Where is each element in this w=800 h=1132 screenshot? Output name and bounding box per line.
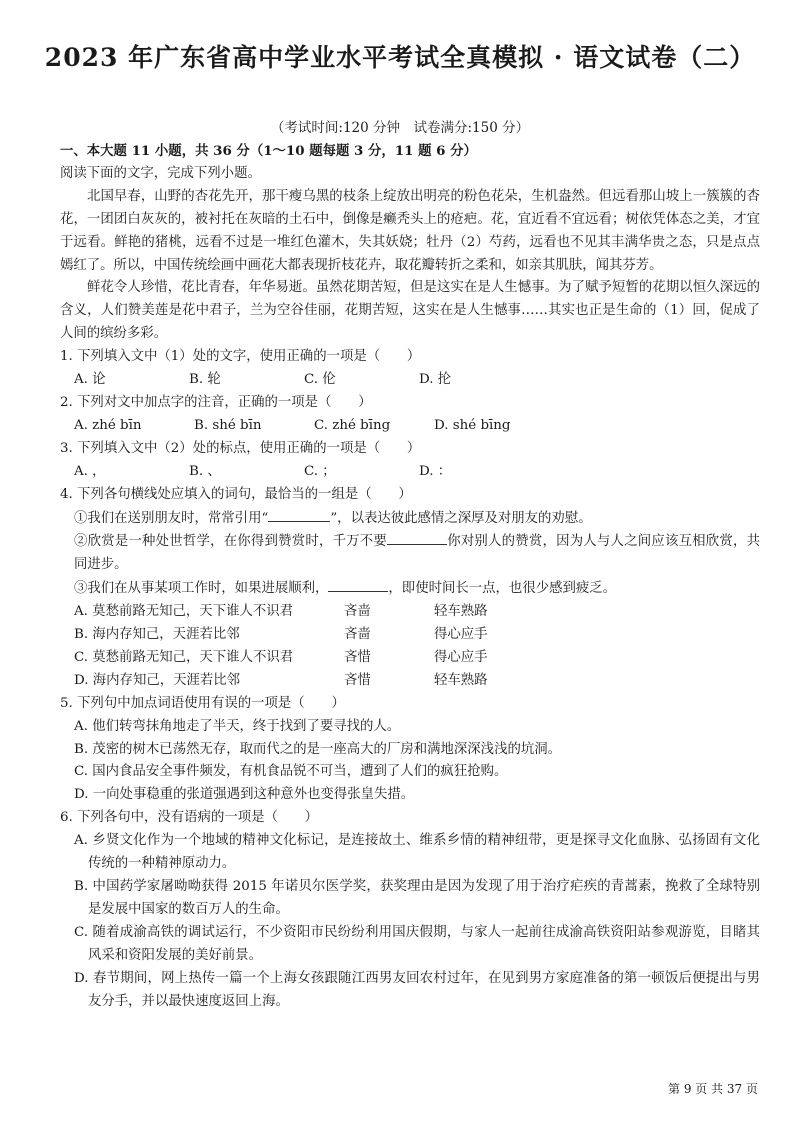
question-4-sentence-3: ③我们在从事某项工作时，如果进展顺利， ，即使时间长一点，也很少感到疲乏。 [60, 577, 760, 601]
question-5-option-a[interactable]: A. 他们转弯抹角地走了半天，终于找到了要寻找的人。 [74, 718, 401, 734]
exam-info: （考试时间:120 分钟 试卷满分:150 分） [270, 120, 530, 136]
question-6-option-c[interactable]: C. 随着成渝高铁的调试运行，不少资阳市民纷纷利用国庆假期，与家人一起前往成渝高铁资阳站参观游览，目睹其风采和资阳发展的美好前景。 [74, 924, 760, 963]
question-4-sentence-1: ①我们在送别朋友时，常常引用“ ”，以表达彼此感情之深厚及对朋友的劝慰。 [60, 507, 760, 531]
question-4-stem: 4. 下列各句横线处应填入的词句，最恰当的一组是（ ） [60, 486, 412, 502]
option[interactable]: D. ： [419, 463, 452, 479]
question-4-sentence-2: ②欣赏是一种处世哲学，在你得到赞赏时，千万不要 你对别人的赞赏，因为人与人之间应该互相欣赏，共同进步。 [60, 530, 760, 577]
page-title: 2023 年广东省高中学业水平考试全真模拟 · 语文试卷（二） [44, 43, 756, 72]
question-6-option-a[interactable]: A. 乡贤文化作为一个地域的精神文化标记，是连接故土、维系乡情的精神纽带，更是探寻文化血脉、弘扬固有文化传统的一种精神原动力。 [74, 833, 760, 872]
question-4-option-c[interactable]: C. 莫愁前路无知己，天下谁人不识君 吝惜 得心应手 [74, 649, 488, 665]
question-4-option-a[interactable]: A. 莫愁前路无知己，天下谁人不识君 吝啬 轻车熟路 [74, 604, 488, 620]
option[interactable]: C. ； [304, 463, 336, 479]
page-number: 第 9 页 共 37 页 [668, 1082, 758, 1096]
passage-paragraph-1: 北国早春，山野的杏花先开，那干瘦乌黑的枝条上绽放出明亮的粉色花朵，生机盎然。但远看那山坡上一簇簇的杏花，一团团白灰灰的，被衬托在灰暗的土石中，倒像是癞秃头上的疮疤。花，宜近看不宜远看；树依凭体态之美，才宜于远看。鲜艳的猪桃，远看不过是一堆红色灌木，失其妖娆；牡丹（2）芍药，远看也不见其丰满华贵之态，只是点点嫣红了。所以，中国传统绘画中画花大都表现折枝花卉，取花瓣转折之柔和，如亲其肌肤，闻其芬芳。 [60, 188, 760, 273]
section-heading: 一、本大题 11 小题，共 36 分（1～10 题每题 3 分，11 题 6 分） [60, 143, 477, 159]
question-6-option-b[interactable]: B. 中国药学家屠呦呦获得 2015 年诺贝尔医学奖，获奖理由是因为发现了用于治疗疟疾的青蒿素，挽救了全球特别是发展中国家的数百万人的生命。 [74, 879, 760, 917]
fill-blank[interactable] [268, 507, 330, 522]
question-5-option-b[interactable]: B. 茂密的树木已荡然无存，取而代之的是一座高大的厂房和满地深深浅浅的坑洞。 [74, 741, 562, 757]
question-6-option-d[interactable]: D. 春节期间，网上热传一篇一个上海女孩跟随江西男友回农村过年，在见到男方家庭准备的第一顿饭后便提出与男友分手，并以最快速度返回上海。 [74, 970, 760, 1009]
fill-blank[interactable] [387, 530, 447, 545]
fill-blank[interactable] [328, 577, 388, 592]
question-2-stem: 2. 下列对文中加点字的注音，正确的一项是（ ） [60, 394, 372, 410]
question-2-options [60, 415, 760, 438]
option[interactable]: A. zhé bīn [74, 417, 142, 433]
option[interactable]: A. ， [74, 463, 106, 479]
section-instruction: 阅读下面的文字，完成下列小题。 [60, 165, 261, 181]
option[interactable]: B. 、 [189, 463, 221, 479]
question-3-options [60, 461, 760, 484]
question-1-stem: 1. 下列填入文中（1）处的文字，使用正确的一项是（ ） [60, 349, 421, 365]
exam-content [60, 140, 760, 1013]
option[interactable]: A. 论 [74, 372, 106, 388]
question-4-option-b[interactable]: B. 海内存知己，天涯若比邻 吝啬 得心应手 [74, 627, 488, 643]
question-5-option-c[interactable]: C. 国内食品安全事件频发，有机食品锐不可当，遭到了人们的疯狂抢购。 [74, 764, 508, 780]
option[interactable]: D. 抡 [419, 372, 452, 388]
question-3-stem: 3. 下列填入文中（2）处的标点，使用正确的一项是（ ） [60, 440, 421, 456]
question-4-option-d[interactable]: D. 海内存知己，天涯若比邻 吝惜 轻车熟路 [74, 672, 488, 688]
question-5-option-d[interactable]: D. 一向处事稳重的张道强遇到这种意外也变得张皇失措。 [74, 787, 415, 803]
option[interactable]: B. 轮 [189, 372, 221, 388]
option[interactable]: B. shé bīn [194, 417, 262, 433]
question-6-stem: 6. 下列各句中，没有语病的一项是（ ） [60, 810, 319, 826]
question-5-stem: 5. 下列句中加点词语使用有误的一项是（ ） [60, 695, 345, 711]
option[interactable]: C. zhé bīng [314, 417, 391, 433]
question-1-options [60, 369, 760, 392]
option[interactable]: C. 伦 [304, 372, 336, 388]
passage-paragraph-2: 鲜花令人珍惜，花比青春，年华易逝。虽然花期苦短，但是这实在是人生憾事。为了赋予短暂的花期以恒久深远的含义，人们赞美莲是花中君子，兰为空谷佳丽，花期苦短，这实在是人生憾事……其实也正是生命的（1）回，促成了人间的缤纷多彩。 [60, 280, 760, 342]
option[interactable]: D. shé bīng [434, 417, 511, 433]
